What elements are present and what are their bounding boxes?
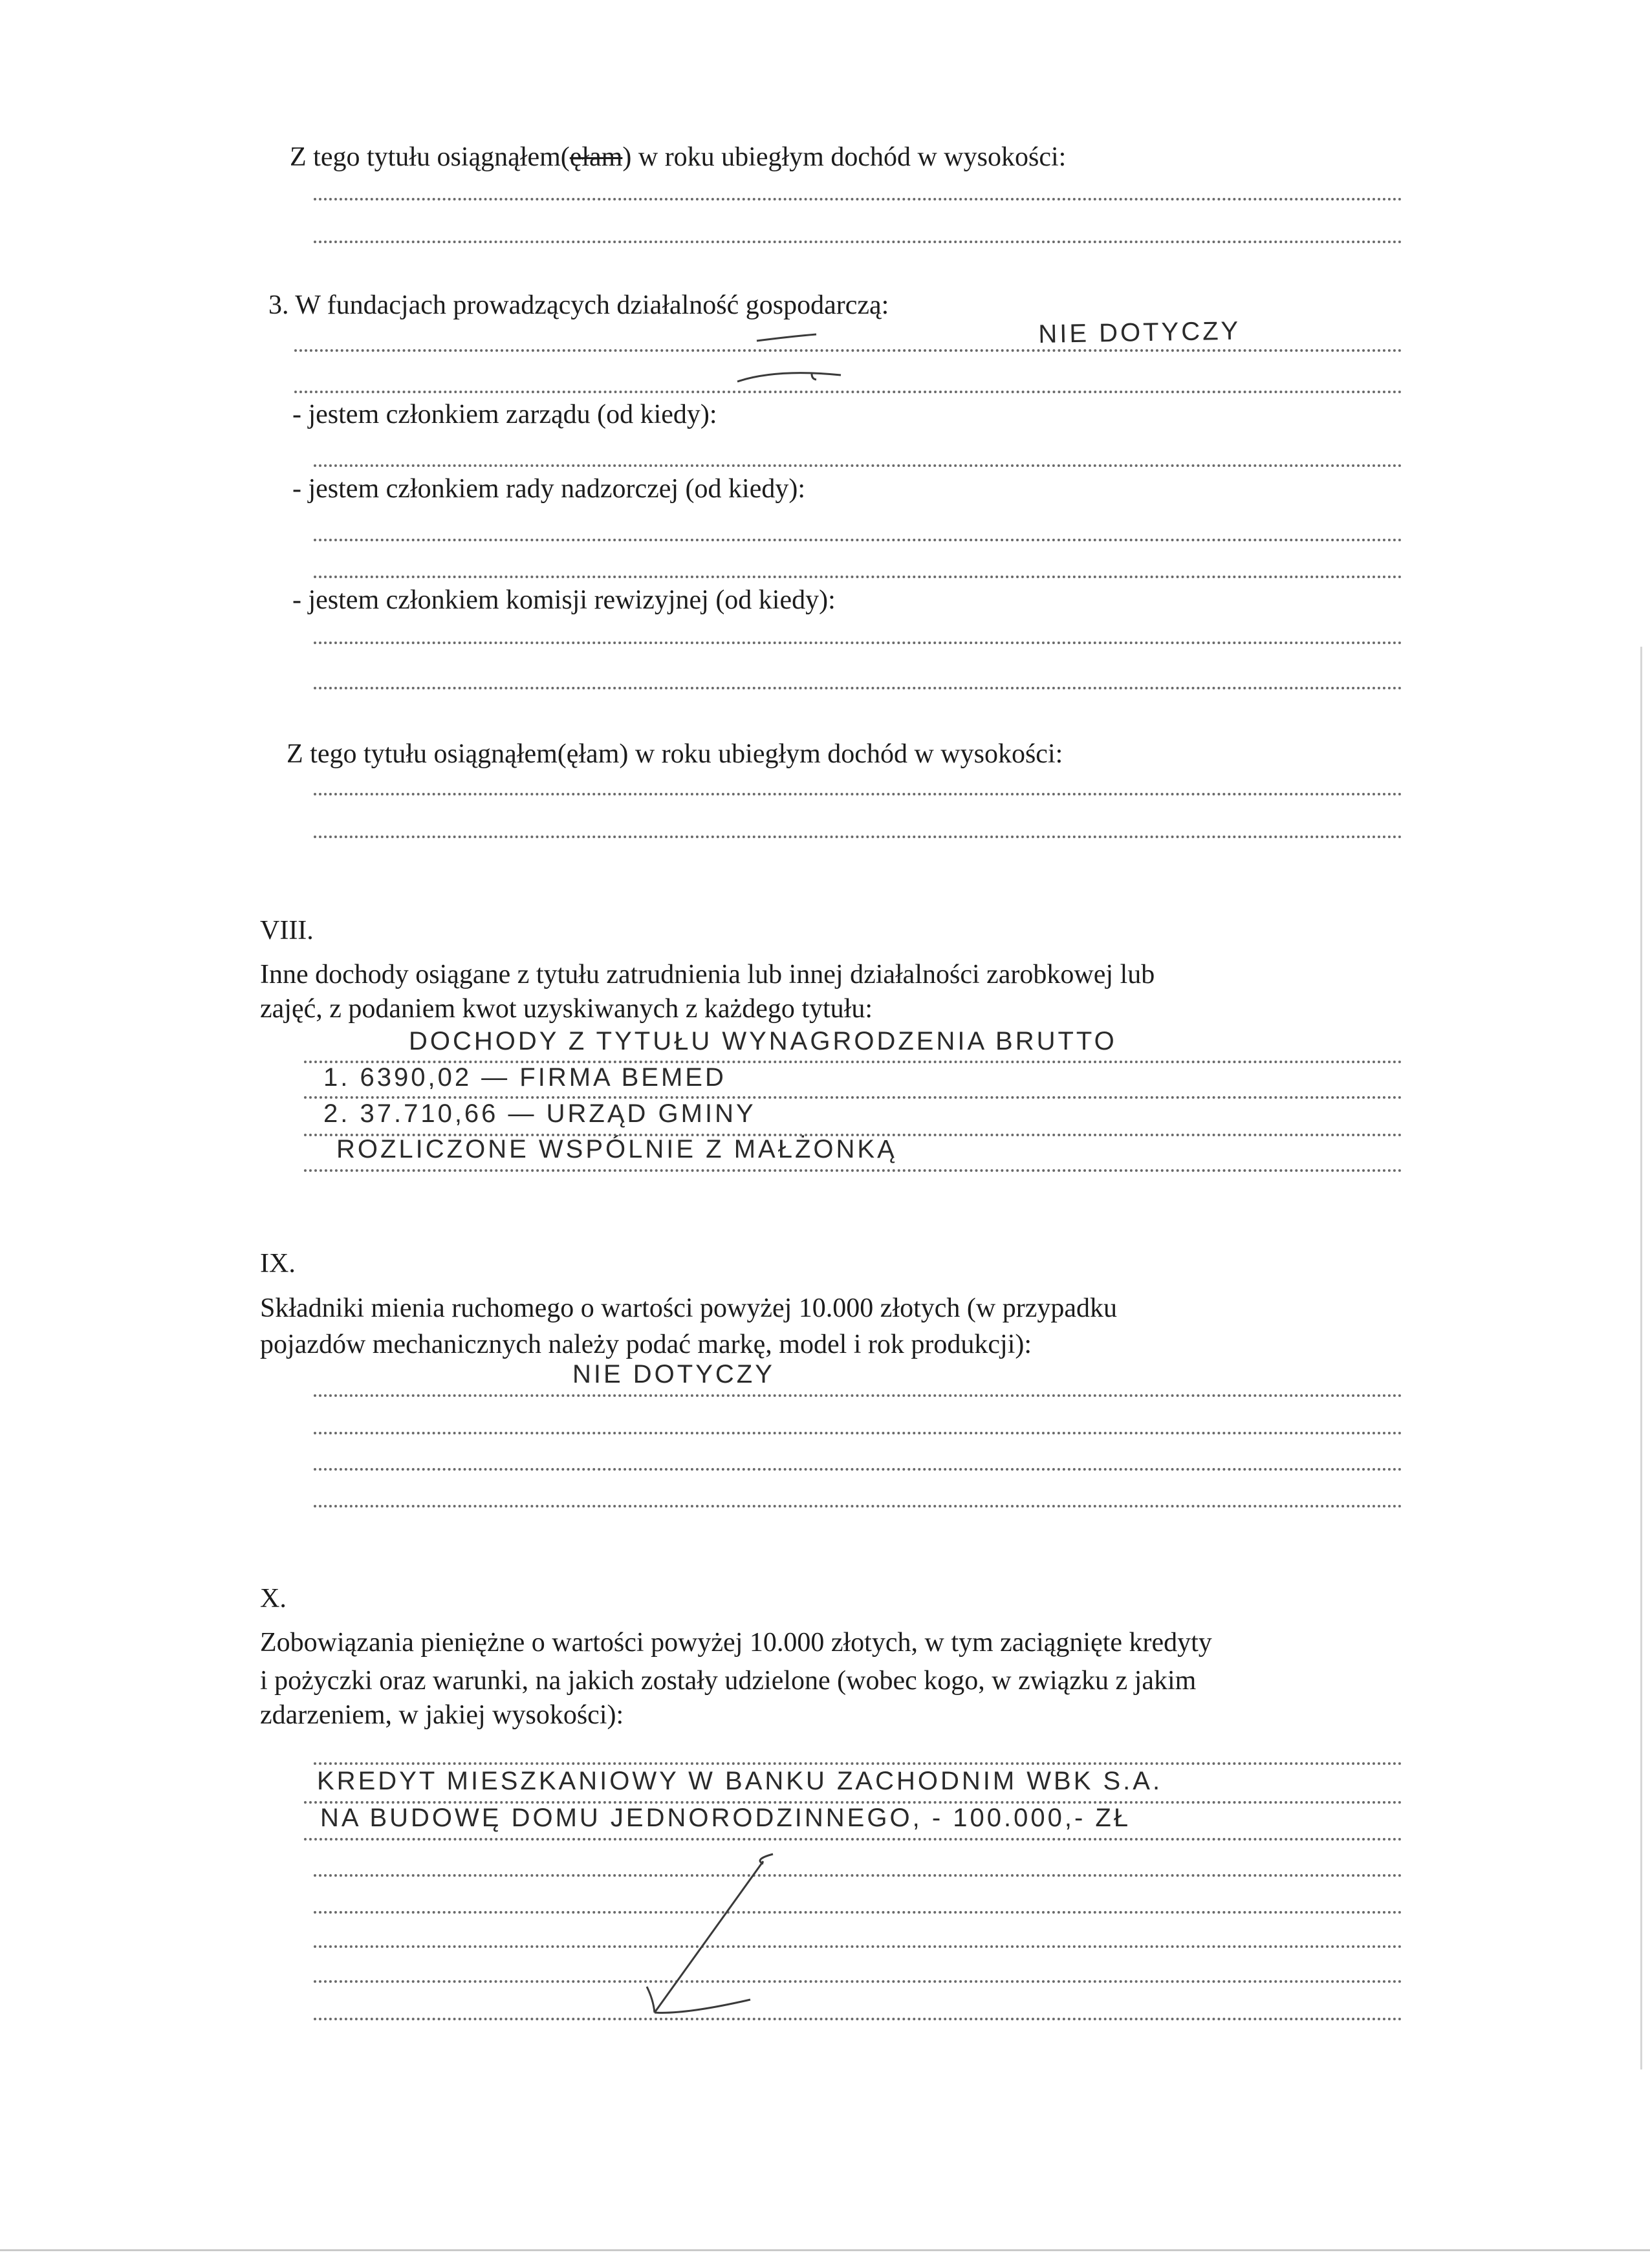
handwritten-income-description: DOCHODY Z TYTUŁU WYNAGRODZENIA BRUTTO — [409, 1027, 1117, 1055]
handwritten-income-gmina: 2. 37.710,66 — URZĄD GMINY — [323, 1099, 756, 1128]
section-ix-text-line-2: pojazdów mechanicznych należy podać markę, model i rok produkcji): — [260, 1330, 1032, 1359]
foundations-heading: 3. W fundacjach prowadzących działalność gospodarczą: — [268, 290, 889, 320]
section-viii-number: VIII. — [260, 916, 314, 945]
section-ix-number: IX. — [260, 1249, 296, 1279]
handwritten-not-applicable: NIE DOTYCZY — [572, 1360, 775, 1388]
foundations-income-statement: Z tego tytułu osiągnąłem(ęłam) w roku ubiegłym dochód w wysokości: — [287, 739, 1063, 769]
supervisory-member-label: - jestem członkiem rady nadzorczej (od kiedy): — [292, 474, 805, 504]
section-viii-text-line-1: Inne dochody osiągane z tytułu zatrudnienia lub innej działalności zarobkowej lub — [260, 960, 1155, 989]
statement-prefix: Z tego tytułu osiągnąłem( — [290, 142, 570, 172]
section-x-number: X. — [260, 1584, 287, 1614]
statement-suffix: ) w roku ubiegłym dochód w wysokości: — [622, 142, 1067, 172]
struck-feminine-ending: ęłam — [569, 142, 623, 172]
cancellation-stroke-section-x — [647, 1854, 773, 2013]
section-ix-text-line-1: Składniki mienia ruchomego o wartości powyżej 10.000 złotych (w przypadku — [260, 1293, 1118, 1323]
audit-member-label: - jestem członkiem komisji rewizyjnej (od kiedy): — [292, 585, 836, 615]
handwritten-joint-settlement: ROZLICZONE WSPÓLNIE Z MAŁŻONKĄ — [336, 1135, 897, 1163]
handwritten-income-bemed: 1. 6390,02 — FIRMA BEMED — [323, 1063, 726, 1092]
section-viii-text-line-2: zajęć, z podaniem kwot uzyskiwanych z każdego tytułu: — [260, 994, 873, 1024]
board-member-label: - jestem członkiem zarządu (od kiedy): — [292, 400, 717, 429]
section-x-text-line-3: zdarzeniem, w jakiej wysokości): — [260, 1700, 624, 1730]
handwritten-loan-purpose-amount: NA BUDOWĘ DOMU JEDNORODZINNEGO, - 100.000,- ZŁ — [320, 1804, 1131, 1832]
handwritten-mortgage-loan: KREDYT MIESZKANIOWY W BANKU ZACHODNIM WBK S.A. — [317, 1767, 1163, 1795]
section-x-text-line-1: Zobowiązania pieniężne o wartości powyżej 10.000 złotych, w tym zaciągnięte kredyty — [260, 1628, 1212, 1658]
cancellation-squiggle-top — [737, 334, 841, 382]
handwritten-not-applicable: NIE DOTYCZY — [1038, 316, 1241, 349]
section-x-text-line-2: i pożyczki oraz warunki, na jakich zostały udzielone (wobec kogo, w związku z jakim — [260, 1666, 1197, 1696]
